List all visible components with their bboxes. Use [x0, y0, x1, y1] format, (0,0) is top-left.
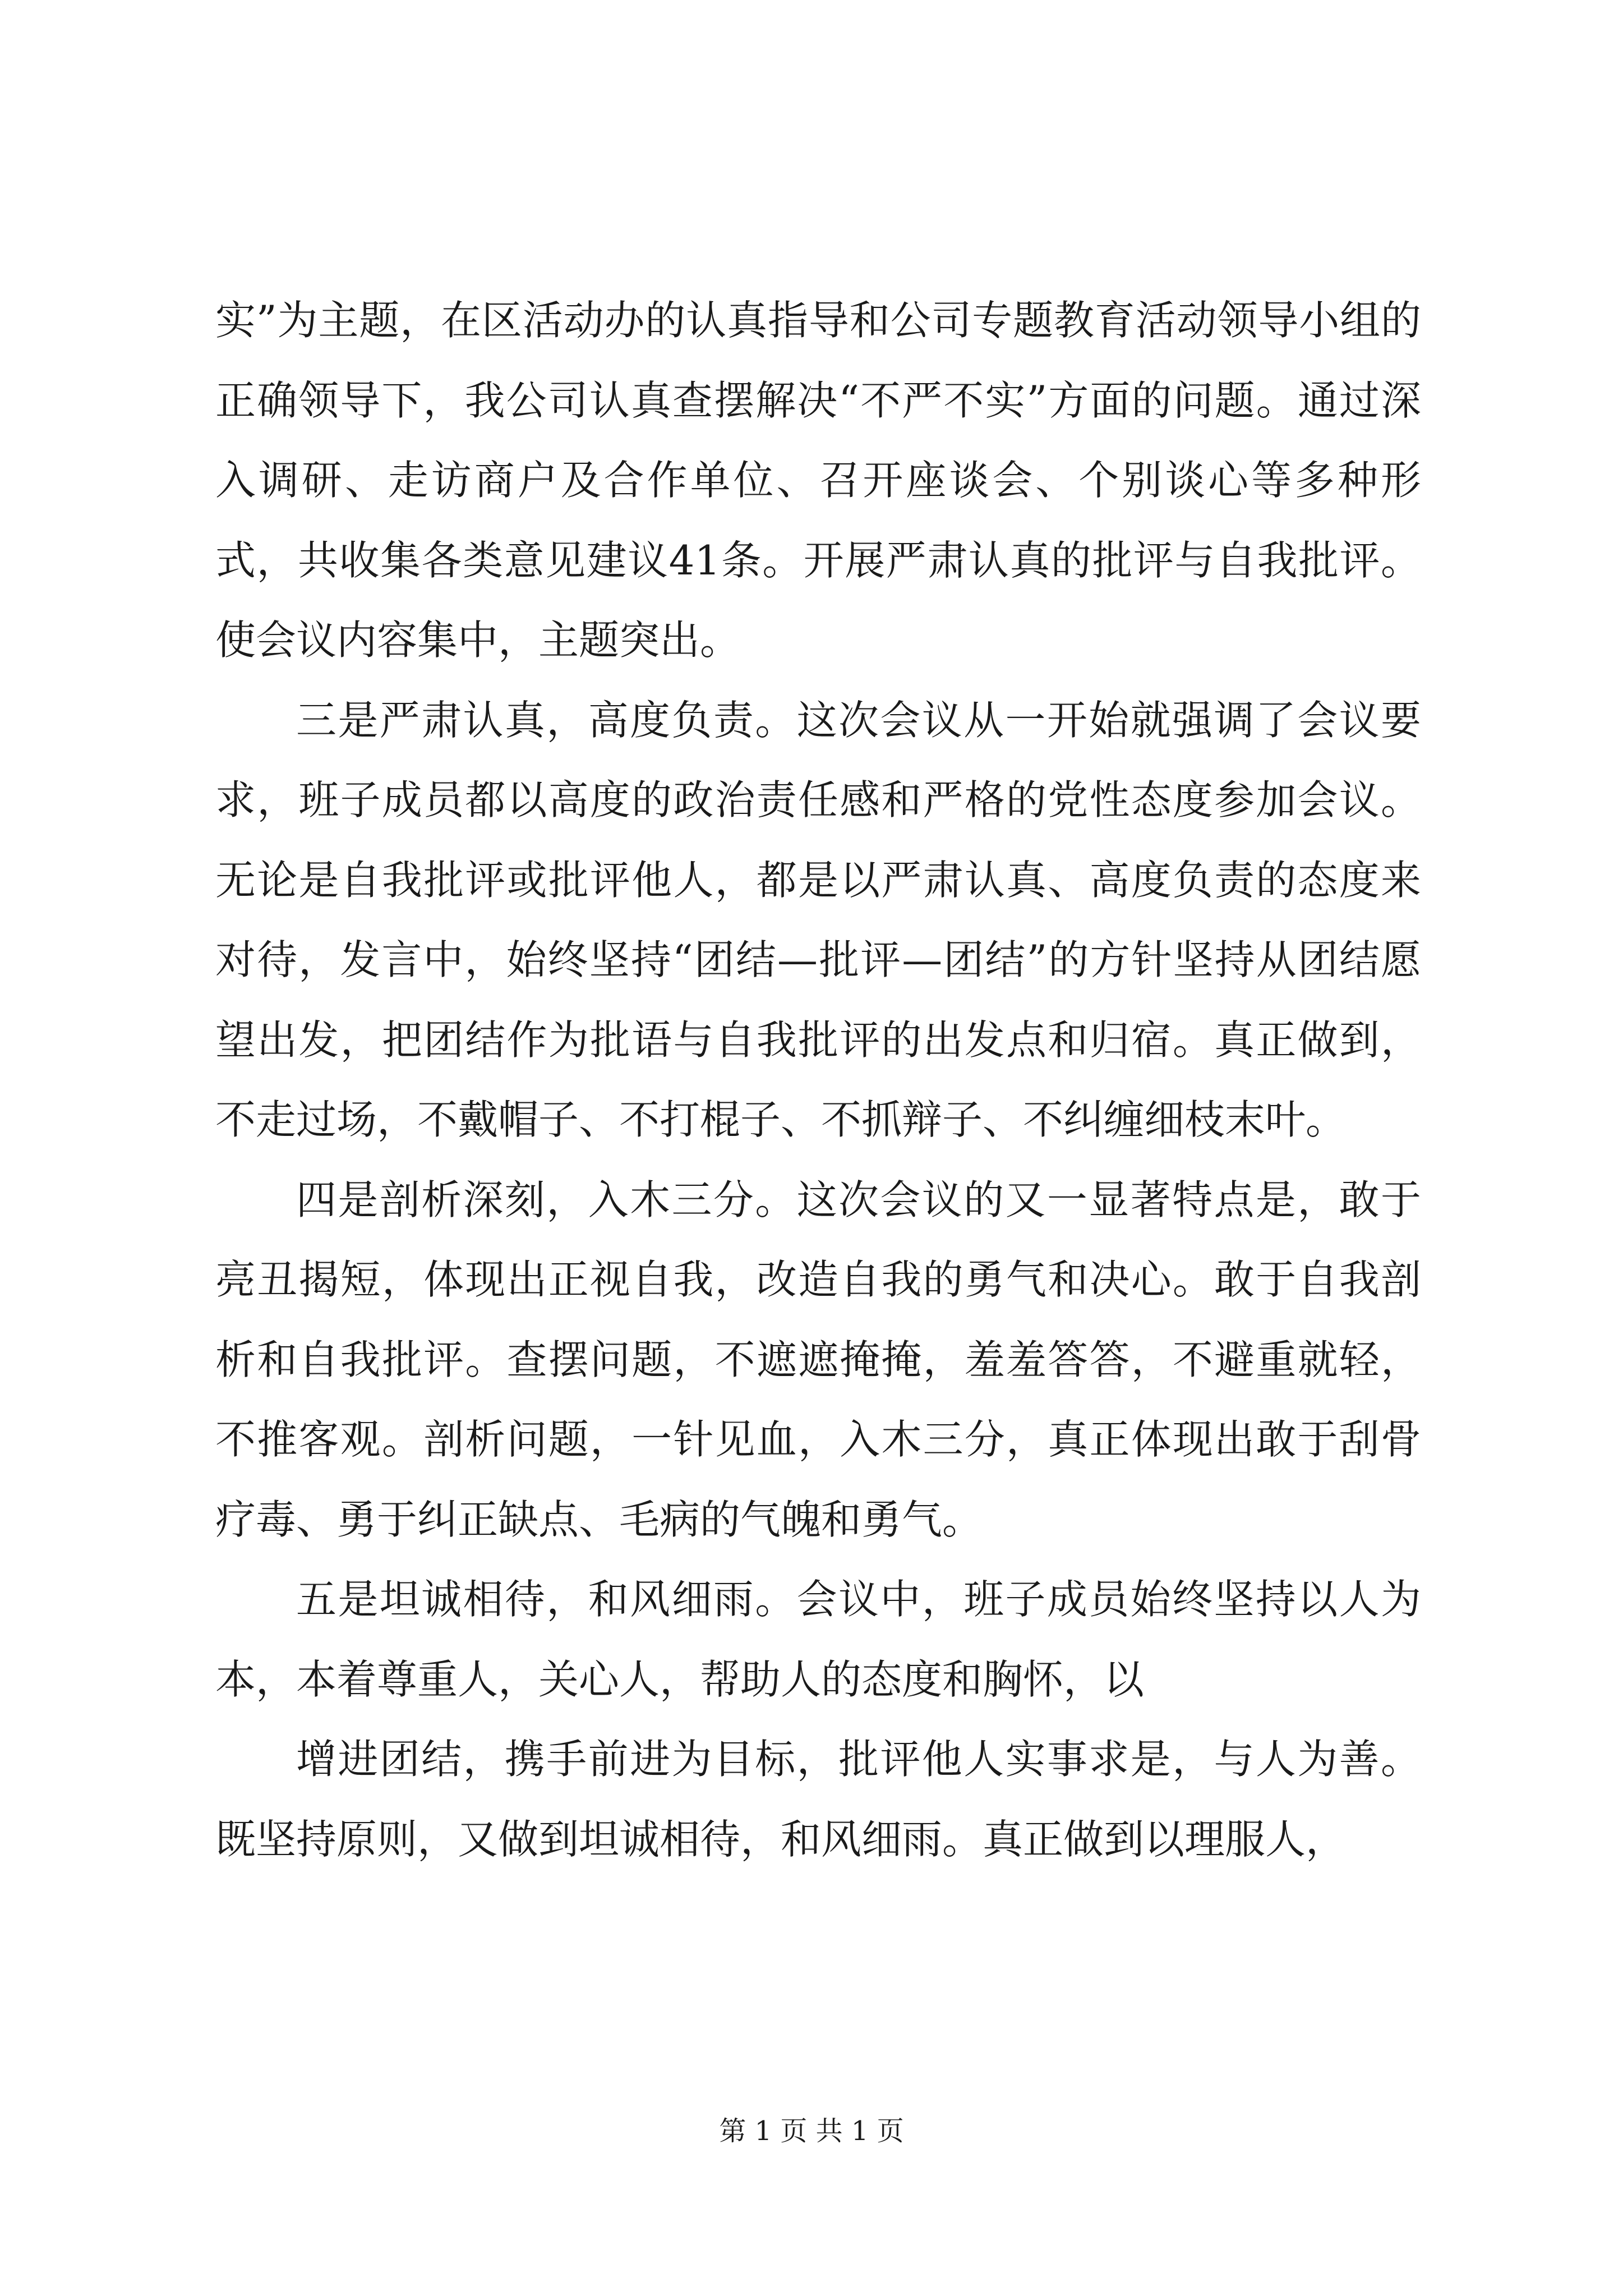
paragraph-4: 五是坦诚相待，和风细雨。会议中，班子成员始终坚持以人为本，本着尊重人，关心人，帮助人的态度和胸怀，以 [215, 1576, 1421, 1703]
page-number-footer: 第 1 页 共 1 页 [719, 2115, 904, 2147]
paragraph-3: 四是剖析深刻，入木三分。这次会议的又一显著特点是，敢于亮丑揭短，体现出正视自我，改造自我的勇气和决心。敢于自我剖析和自我批评。查摆问题，不遮遮掩掩，羞羞答答，不避重就轻，不推客观。剖析问题，一针见血，入木三分，真正体现出敢于刮骨疗毒、勇于纠正缺点、毛病的气魄和勇气。 [215, 1176, 1421, 1543]
document-body [215, 280, 1421, 1879]
paragraph-1: 实”为主题，在区活动办的认真指导和公司专题教育活动领导小组的正确领导下，我公司认真查摆解决“不严不实”方面的问题。通过深入调研、走访商户及合作单位、召开座谈会、个别谈心等多种形式，共收集各类意见建议41条。开展严肃认真的批评与自我批评。使会议内容集中，主题突出。 [215, 297, 1421, 664]
paragraph-2: 三是严肃认真，高度负责。这次会议从一开始就强调了会议要求，班子成员都以高度的政治责任感和严格的党性态度参加会议。无论是自我批评或批评他人，都是以严肃认真、高度负责的态度来对待，发言中，始终坚持“团结—批评—团结”的方针坚持从团结愿望出发，把团结作为批语与自我批评的出发点和归宿。真正做到，不走过场，不戴帽子、不打棍子、不抓辩子、不纠缠细枝末叶。 [215, 696, 1421, 1143]
paragraph-5: 增进团结，携手前进为目标，批评他人实事求是，与人为善。既坚持原则，又做到坦诚相待，和风细雨。真正做到以理服人， [215, 1736, 1421, 1863]
